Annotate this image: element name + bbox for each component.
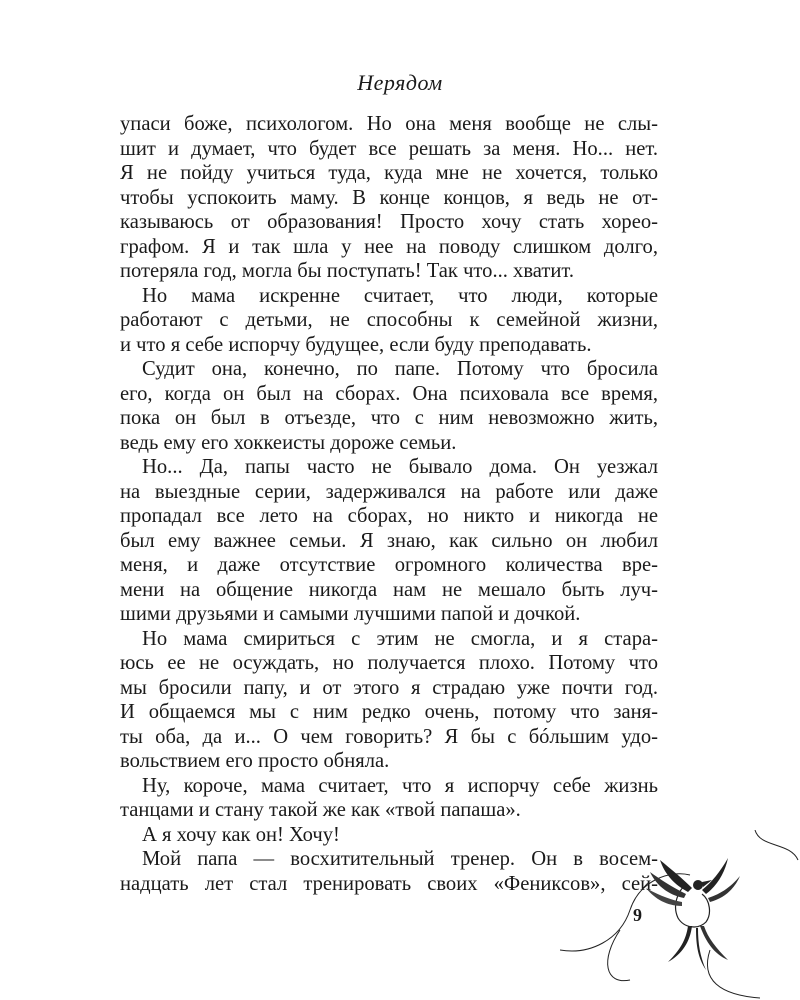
text-line: потеряла год, могла бы поступать! Так что... хватит. (120, 260, 575, 282)
phoenix-ornament-icon (560, 830, 800, 1000)
text-line: упаси боже, психологом. Но она меня вообще не слы- (120, 113, 658, 135)
text-line: А я хочу как он! Хочу! (142, 823, 340, 846)
text-line: казываюсь от образования! Просто хочу стать хорео- (120, 211, 658, 233)
text-line: ты оба, да и... О чем говорить? Я бы с бóльшим удо- (120, 725, 658, 748)
text-line: и что я себе испорчу будущее, если буду преподавать. (120, 333, 592, 356)
text-line: мени на общение никогда нам не мешало быть луч- (120, 578, 658, 601)
text-line: ведь ему его хоккеисты дороже семьи. (120, 431, 457, 454)
text-line: Но мама смириться с этим не смогла, и я стара- (142, 627, 658, 650)
text-line: И общаемся мы с ним редко очень, потому что заня- (120, 701, 658, 723)
text-line: был ему важнее семьи. Я знаю, как сильно он любил (120, 529, 658, 552)
text-line: чтобы успокоить маму. В конце концов, я ведь не от- (120, 186, 658, 209)
text-line: пока он был в отъезде, что с ним невозможно жить, (120, 407, 658, 429)
page-number: 9 (633, 905, 642, 925)
text-line: графом. Я и так шла у нее на поводу слишком долго, (120, 235, 658, 258)
text-line: пропадал все лето на сборах, но никто и никогда не (120, 505, 658, 527)
text-line: Ну, короче, мама считает, что я испорчу себе жизнь (142, 774, 658, 797)
text-line: вольствием его просто обняла. (120, 750, 390, 772)
text-line: надцать лет стал тренировать своих «Фениксов», сей- (120, 872, 658, 895)
text-line: на выездные серии, задерживался на работе или даже (120, 480, 658, 503)
text-line: Но... Да, папы часто не бывало дома. Он уезжал (142, 456, 658, 478)
text-line: шит и думает, что будет все решать за меня. Но... нет. (120, 137, 658, 160)
text-line: танцами и стану такой же как «твой папаша». (120, 799, 521, 821)
running-head: Нерядом (357, 70, 443, 95)
text-line: шими друзьями и самыми лучшими папой и дочкой. (120, 603, 581, 625)
text-line: мы бросили папу, и от этого я страдаю уже почти год. (120, 676, 658, 699)
body-text (120, 112, 658, 896)
text-line: работают с детьми, не способны к семейной жизни, (120, 309, 658, 331)
text-line: Но мама искренне считает, что люди, которые (142, 284, 658, 307)
text-line: Я не пойду учиться туда, куда мне не хочется, только (120, 162, 658, 184)
text-line: Мой папа — восхитительный тренер. Он в восем- (142, 848, 658, 870)
text-line: Судит она, конечно, по папе. Потому что бросила (142, 358, 658, 380)
text-line: его, когда он был на сборах. Она психовала все время, (120, 382, 658, 405)
text-line: меня, и даже отсутствие огромного количества вре- (120, 554, 658, 576)
text-line: юсь ее не осуждать, но получается плохо. Потому что (120, 652, 658, 674)
